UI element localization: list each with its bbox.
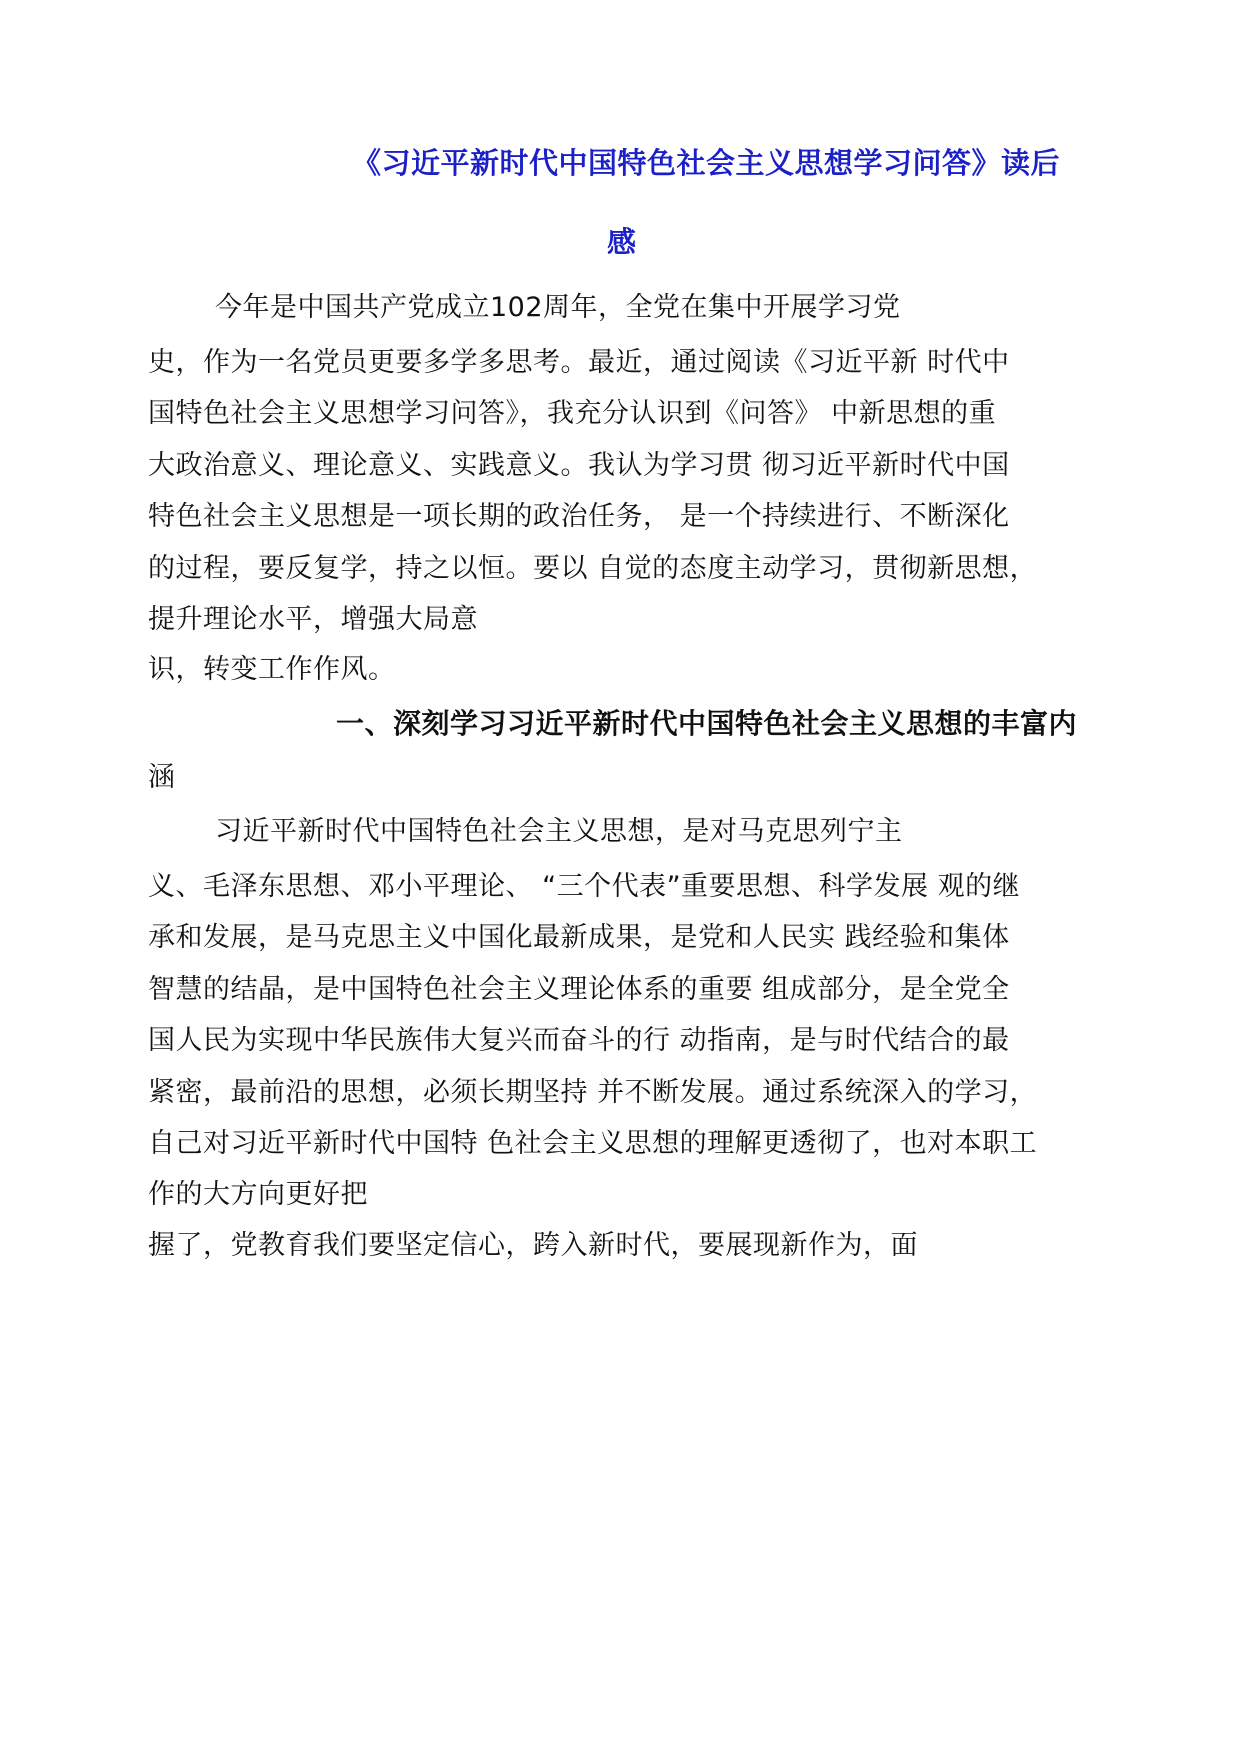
paragraph-line: 紧密，最前沿的思想，必须长期坚持 并不断发展。通过系统深入的学习， bbox=[148, 1077, 1038, 1108]
paragraph-line: 提升理论水平，增强大局意 bbox=[148, 604, 478, 635]
paragraph-line: 握了，党教育我们要坚定信心，跨入新时代，要展现新作为，面 bbox=[148, 1230, 918, 1261]
paragraph-line: 国人民为实现中华民族伟大复兴而奋斗的行 动指南，是与时代结合的最 bbox=[148, 1025, 1010, 1056]
paragraph-line: 作的大方向更好把 bbox=[148, 1179, 368, 1210]
document-title-line-2: 感 bbox=[607, 225, 637, 259]
section-heading-line-1: 一、深刻学习习近平新时代中国特色社会主义思想的丰富内 bbox=[336, 707, 1078, 740]
paragraph-line: 承和发展，是马克思主义中国化最新成果，是党和人民实 践经验和集体 bbox=[148, 922, 1010, 953]
paragraph-line: 义、毛泽东思想、邓小平理论、 “三个代表”重要思想、科学发展 观的继 bbox=[148, 871, 1021, 902]
section-heading-line-2: 涵 bbox=[148, 762, 176, 793]
paragraph-line: 习近平新时代中国特色社会主义思想，是对马克思列宁主 bbox=[215, 816, 903, 847]
document-title-line-1: 《习近平新时代中国特色社会主义思想学习问答》读后 bbox=[352, 146, 1061, 180]
paragraph-line: 史，作为一名党员更要多学多思考。最近，通过阅读《习近平新 时代中 bbox=[148, 347, 1010, 378]
paragraph-line: 特色社会主义思想是一项长期的政治任务， 是一个持续进行、不断深化 bbox=[148, 501, 1010, 532]
paragraph-line: 大政治意义、理论意义、实践意义。我认为学习贯 彻习近平新时代中国 bbox=[148, 450, 1010, 481]
paragraph-line: 识，转变工作作风。 bbox=[148, 654, 396, 685]
paragraph-line: 自己对习近平新时代中国特 色社会主义思想的理解更透彻了，也对本职工 bbox=[148, 1128, 1038, 1159]
paragraph-line: 今年是中国共产党成立102周年，全党在集中开展学习党 bbox=[215, 292, 901, 323]
paragraph-line: 智慧的结晶，是中国特色社会主义理论体系的重要 组成部分，是全党全 bbox=[148, 974, 1010, 1005]
paragraph-line: 国特色社会主义思想学习问答》，我充分认识到《问答》 中新思想的重 bbox=[148, 398, 997, 429]
paragraph-line: 的过程，要反复学，持之以恒。要以 自觉的态度主动学习，贯彻新思想， bbox=[148, 553, 1038, 584]
